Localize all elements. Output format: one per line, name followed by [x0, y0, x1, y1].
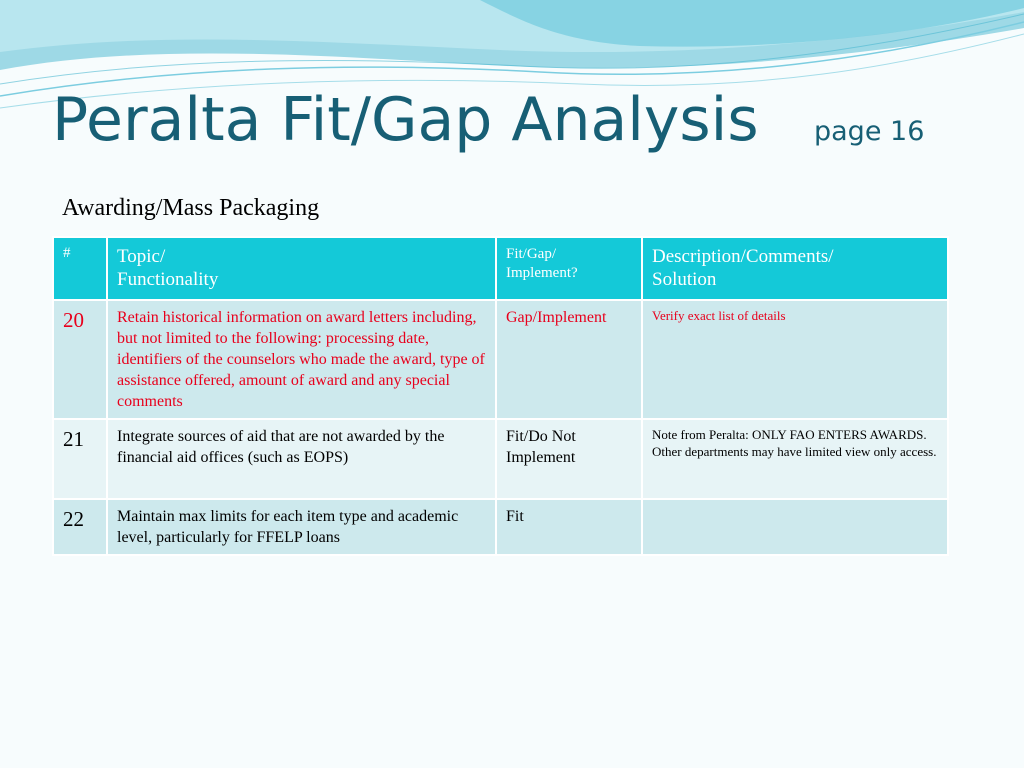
header-topic-line2: Functionality — [117, 269, 219, 290]
row-description — [642, 300, 948, 419]
slide-title: Peralta Fit/Gap Analysis — [52, 85, 759, 155]
header-topic — [107, 237, 496, 300]
row-fit-gap: Gap/Implement — [496, 300, 642, 419]
table-row — [53, 300, 948, 419]
row-description-line2: Other departments may have limited view only access. — [652, 444, 937, 459]
row-number: 22 — [53, 499, 107, 555]
table-row — [53, 499, 948, 555]
row-number: 21 — [53, 419, 107, 499]
header-fit-line2: Implement? — [506, 265, 578, 281]
section-subtitle: Awarding/Mass Packaging — [62, 195, 320, 221]
page-number: page 16 — [814, 116, 925, 147]
row-description — [642, 419, 948, 499]
row-description-line1: Verify exact list of details — [652, 308, 786, 323]
table-header-row — [53, 237, 948, 300]
header-desc-line1: Description/Comments/ — [652, 246, 834, 267]
row-description-line1: Note from Peralta: ONLY FAO ENTERS AWARDS. — [652, 427, 927, 442]
header-topic-line1: Topic/ — [117, 246, 166, 267]
header-fit-line1: Fit/Gap/ — [506, 246, 557, 262]
header-desc-line2: Solution — [652, 269, 717, 290]
row-fit-gap: Fit — [496, 499, 642, 555]
row-topic: Integrate sources of aid that are not awarded by the financial aid offices (such as EOPS) — [107, 419, 496, 499]
row-topic: Maintain max limits for each item type and academic level, particularly for FFELP loans — [107, 499, 496, 555]
row-number: 20 — [53, 300, 107, 419]
header-number: # — [53, 237, 107, 300]
fit-gap-table — [52, 236, 949, 556]
row-fit-gap: Fit/Do Not Implement — [496, 419, 642, 499]
table-row — [53, 419, 948, 499]
row-description — [642, 499, 948, 555]
header-description — [642, 237, 948, 300]
header-fit-gap — [496, 237, 642, 300]
row-topic: Retain historical information on award letters including, but not limited to the following: processing date, identifiers of the counselors who made the award, type of assistance offered, amount of award and any special comments — [107, 300, 496, 419]
